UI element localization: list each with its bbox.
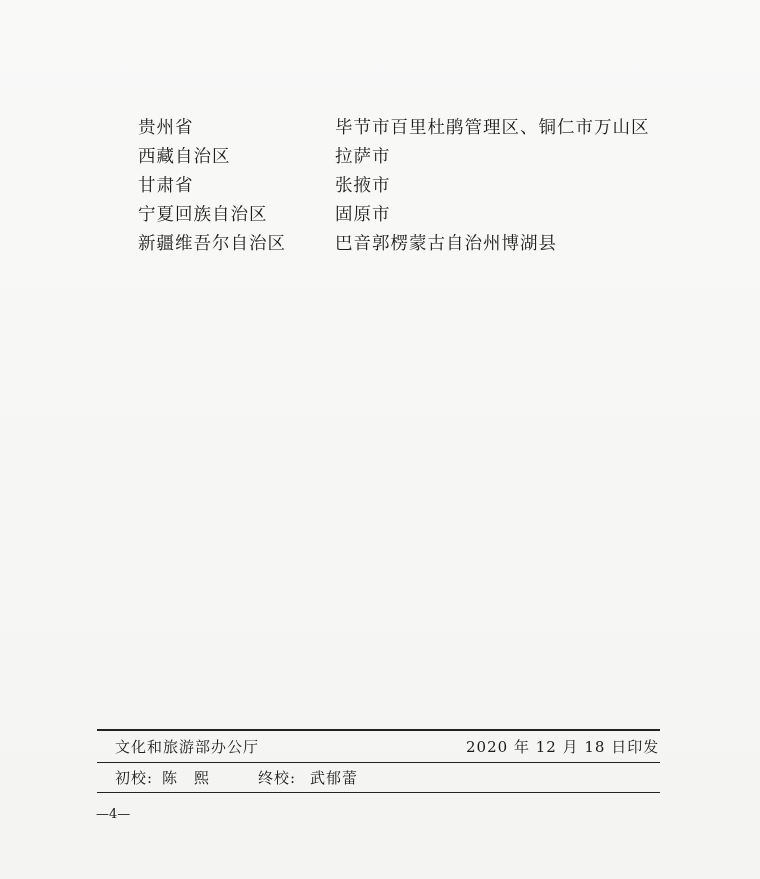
print-date: 2020 年 12 月 18 日印发 (466, 738, 660, 756)
first-proof-label: 初校: (115, 769, 154, 787)
page-number: —4— (96, 807, 131, 822)
final-proof-label: 终校: (258, 769, 297, 787)
table-row (138, 202, 698, 228)
province-name: 贵州省 (138, 118, 194, 138)
province-name: 甘肃省 (138, 176, 194, 196)
city-list: 巴音郭楞蒙古自治州博湖县 (335, 234, 557, 254)
city-list: 张掖市 (335, 176, 391, 196)
city-list: 毕节市百里杜鹃管理区、铜仁市万山区 (335, 118, 650, 138)
province-name: 新疆维吾尔自治区 (138, 234, 286, 254)
table-row (138, 231, 698, 257)
table-row (138, 144, 698, 170)
table-row (138, 115, 698, 141)
province-name: 西藏自治区 (138, 147, 231, 167)
table-row (138, 173, 698, 199)
final-proof-name: 武郁蕾 (310, 769, 359, 787)
issuer-name: 文化和旅游部办公厅 (115, 738, 260, 756)
footer-top-rule (97, 729, 660, 731)
province-name: 宁夏回族自治区 (138, 205, 268, 225)
footer-bottom-rule (97, 792, 660, 793)
city-list: 固原市 (335, 205, 391, 225)
first-proof-name: 陈 熙 (162, 769, 211, 787)
footer-middle-rule (97, 762, 660, 763)
city-list: 拉萨市 (335, 147, 391, 167)
